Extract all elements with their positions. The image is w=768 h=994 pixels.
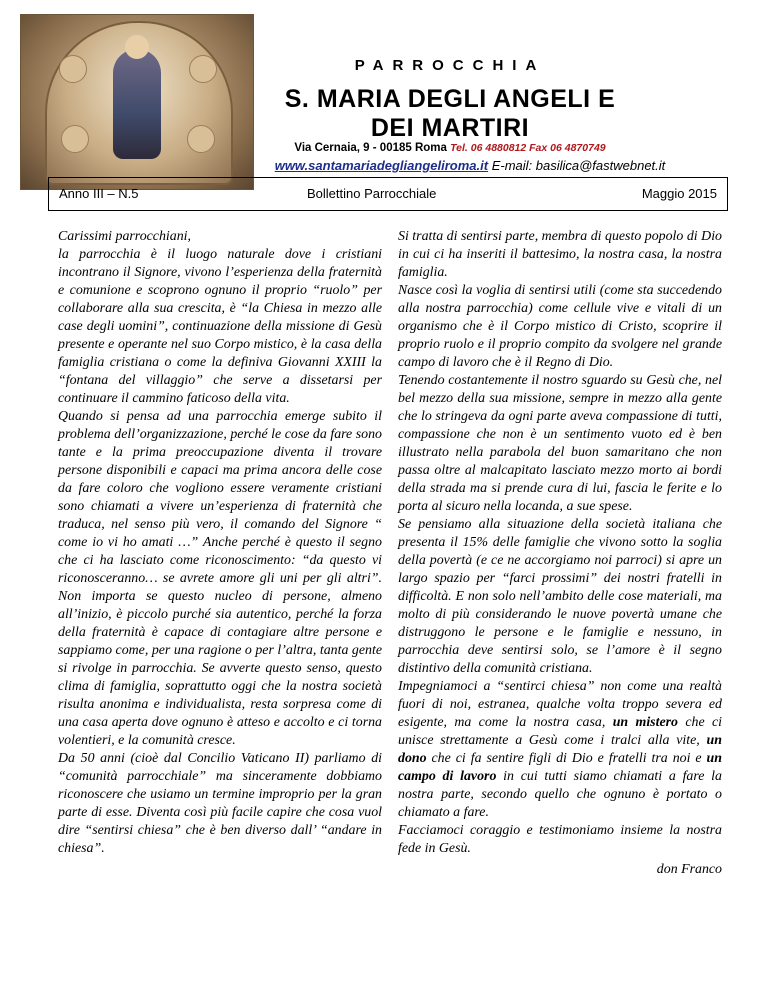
article-right-column — [398, 228, 722, 879]
header-address — [250, 142, 650, 154]
paragraph: Quando si pensa ad una parrocchia emerge subito il problema dell’organizzazione, perché le cose da fare sono tante e la prima preoccupazione diventa il trovare persone disponibili e capaci ma prima ancora delle cose da fare coloro che vogliono essere veramente cristiani sono chiamati a vivere un’esperienza di fraternità che traduca, nel senso più vero, il comando del Signore “ come io vi ho amati …” Anche perché è questo il segno che ci ha lasciato come riconoscimento: “da questo vi riconosceranno… se avrete amore gli uni per gli altri”. Non importa se questo nucleo di persone, almeno all’inizio, è piccolo purché sia autentico, perché la forza della fraternità è capace di contagiare altre persone e sappiamo come, per una ragione o per l’altra, tanta gente si rivolge in parrocchia. Se avverte questo senso, questo clima di famiglia, soprattutto oggi che la nostra società risulta anonima e individualista, resta sorpresa come di una casa aperta dove ognuno è atteso e accolto e ci torna volentieri, e la comunità cresce. — [58, 409, 382, 748]
painting-angel — [61, 125, 89, 153]
text-run: che ci unisce strettamente a Gesù come i tralci alla vite, — [398, 715, 722, 748]
header-title-line1: S. MARIA DEGLI ANGELI E — [284, 85, 616, 113]
header-web-contacts — [210, 158, 730, 173]
painting-madonna-figure — [113, 49, 161, 159]
issue-date: Maggio 2015 — [641, 186, 717, 201]
publication-name: Bollettino Parrocchiale — [307, 186, 437, 201]
text-run: che ci fa sentire figli di Dio e fratelli tra noi e — [426, 751, 707, 766]
paragraph — [398, 678, 722, 822]
paragraph: Tenendo costantemente il nostro sguardo su Gesù che, nel bel mezzo della sua missione, sempre in mezzo alla gente che lo stringeva da ogni parte aveva compassione di tutti, compassione che non è un sentimento vuoto ed è ben illustrato nella parabola del buon samaritano che non passa oltre al malcapitato lasciato mezzo morto ai bordi della strada ma si prende cura di lui, fascia le ferite e lo porta al sicuro nella locanda, a sue spese. — [398, 373, 722, 514]
painting-angel — [59, 55, 87, 83]
text-run: in cui tutti siamo chiamati a fare la nostra parte, secondo quello che ognuno è portato o chiamato a fare. — [398, 769, 722, 820]
phone-fax-text: Tel. 06 4880812 Fax 06 4870749 — [450, 142, 606, 154]
painting-madonna-head — [125, 35, 149, 59]
painting-angel — [189, 55, 217, 83]
website-link[interactable]: www.santamariadegliangeliroma.it — [274, 158, 489, 173]
email-text[interactable]: E-mail: basilica@fastwebnet.it — [491, 158, 666, 173]
paragraph: Nasce così la voglia di sentirsi utili (come sta succedendo alla nostra parrocchia) come cellule vive e vitali di un organismo che è il Corpo mistico di Cristo, scoprire il proprio ruolo e il proprio compito da svolgere nel grande campo di lavoro che è il Regno di Dio. — [398, 283, 722, 370]
bulletin-info-bar — [48, 177, 728, 211]
header-parish-label: PARROCCHIA — [354, 57, 546, 74]
painting-angel — [187, 125, 215, 153]
paragraph: Da 50 anni (cioè dal Concilio Vaticano II) parliamo di “comunità parrocchiale” ma sinceramente dobbiamo riconoscere che usiamo un termine improprio per la gran parte di esse. Diventa così più facile capire che cosa vuol dire “sentirsi chiesa” che è ben diverso dall’ “andare in chiesa”. — [58, 751, 382, 856]
header-title-line2: DEI MARTIRI — [370, 114, 530, 142]
issue-number: Anno III – N.5 — [59, 186, 139, 201]
greeting: Carissimi parrocchiani, — [58, 229, 191, 244]
paragraph: la parrocchia è il luogo naturale dove i cristiani incontrano il Signore, vivono l’esperienza della fraternità e comunione e scoprono ognuno il proprio “ruolo” per collaborare alla sua crescita, è “la Chiesa in mezzo alle case degli uomini”, continuazione della missione di Gesù presente e operante nel suo Corpo mistico, è la casa della famiglia cristiana o come la definiva Giovanni XXIII la “fontana del villaggio” che serve a dissetarsi per continuare il cammino faticoso della vita. — [58, 247, 382, 406]
paragraph: Si tratta di sentirsi parte, membra di questo popolo di Dio in cui ci ha inseriti il battesimo, la nostra casa, la nostra famiglia. — [398, 229, 722, 280]
text-run: Impegniamoci a “sentirci chiesa” non come una realtà fuori di noi, estranea, qualche volta troppo severa ed esigente, ma come la nostra casa, — [398, 679, 722, 730]
paragraph: Se pensiamo alla situazione della società italiana che presenta il 15% delle famiglie che vivono sotto la soglia della povertà (e ce ne accorgiamo noi parroci) si apre un largo spazio per “farci prossimi” dei nostri fratelli in difficoltà. E non solo nell’ambito delle cose materiali, ma molto di più considerando le nuove povertà umane che distruggono le persone e le famiglie e nessuno, in parrocchia deve sentirsi solo, se l’amore è il segno distintivo della comunità cristiana. — [398, 517, 722, 676]
article-left-column — [58, 228, 382, 858]
address-text: Via Cernaia, 9 - 00185 Roma — [294, 142, 447, 154]
paragraph: Facciamoci coraggio e testimoniamo insieme la nostra fede in Gesù. — [398, 823, 722, 856]
bold-phrase: un dono — [398, 733, 722, 766]
bold-phrase: un campo di lavoro — [398, 751, 722, 784]
signature: don Franco — [656, 862, 722, 877]
bold-phrase: un mistero — [612, 715, 678, 730]
